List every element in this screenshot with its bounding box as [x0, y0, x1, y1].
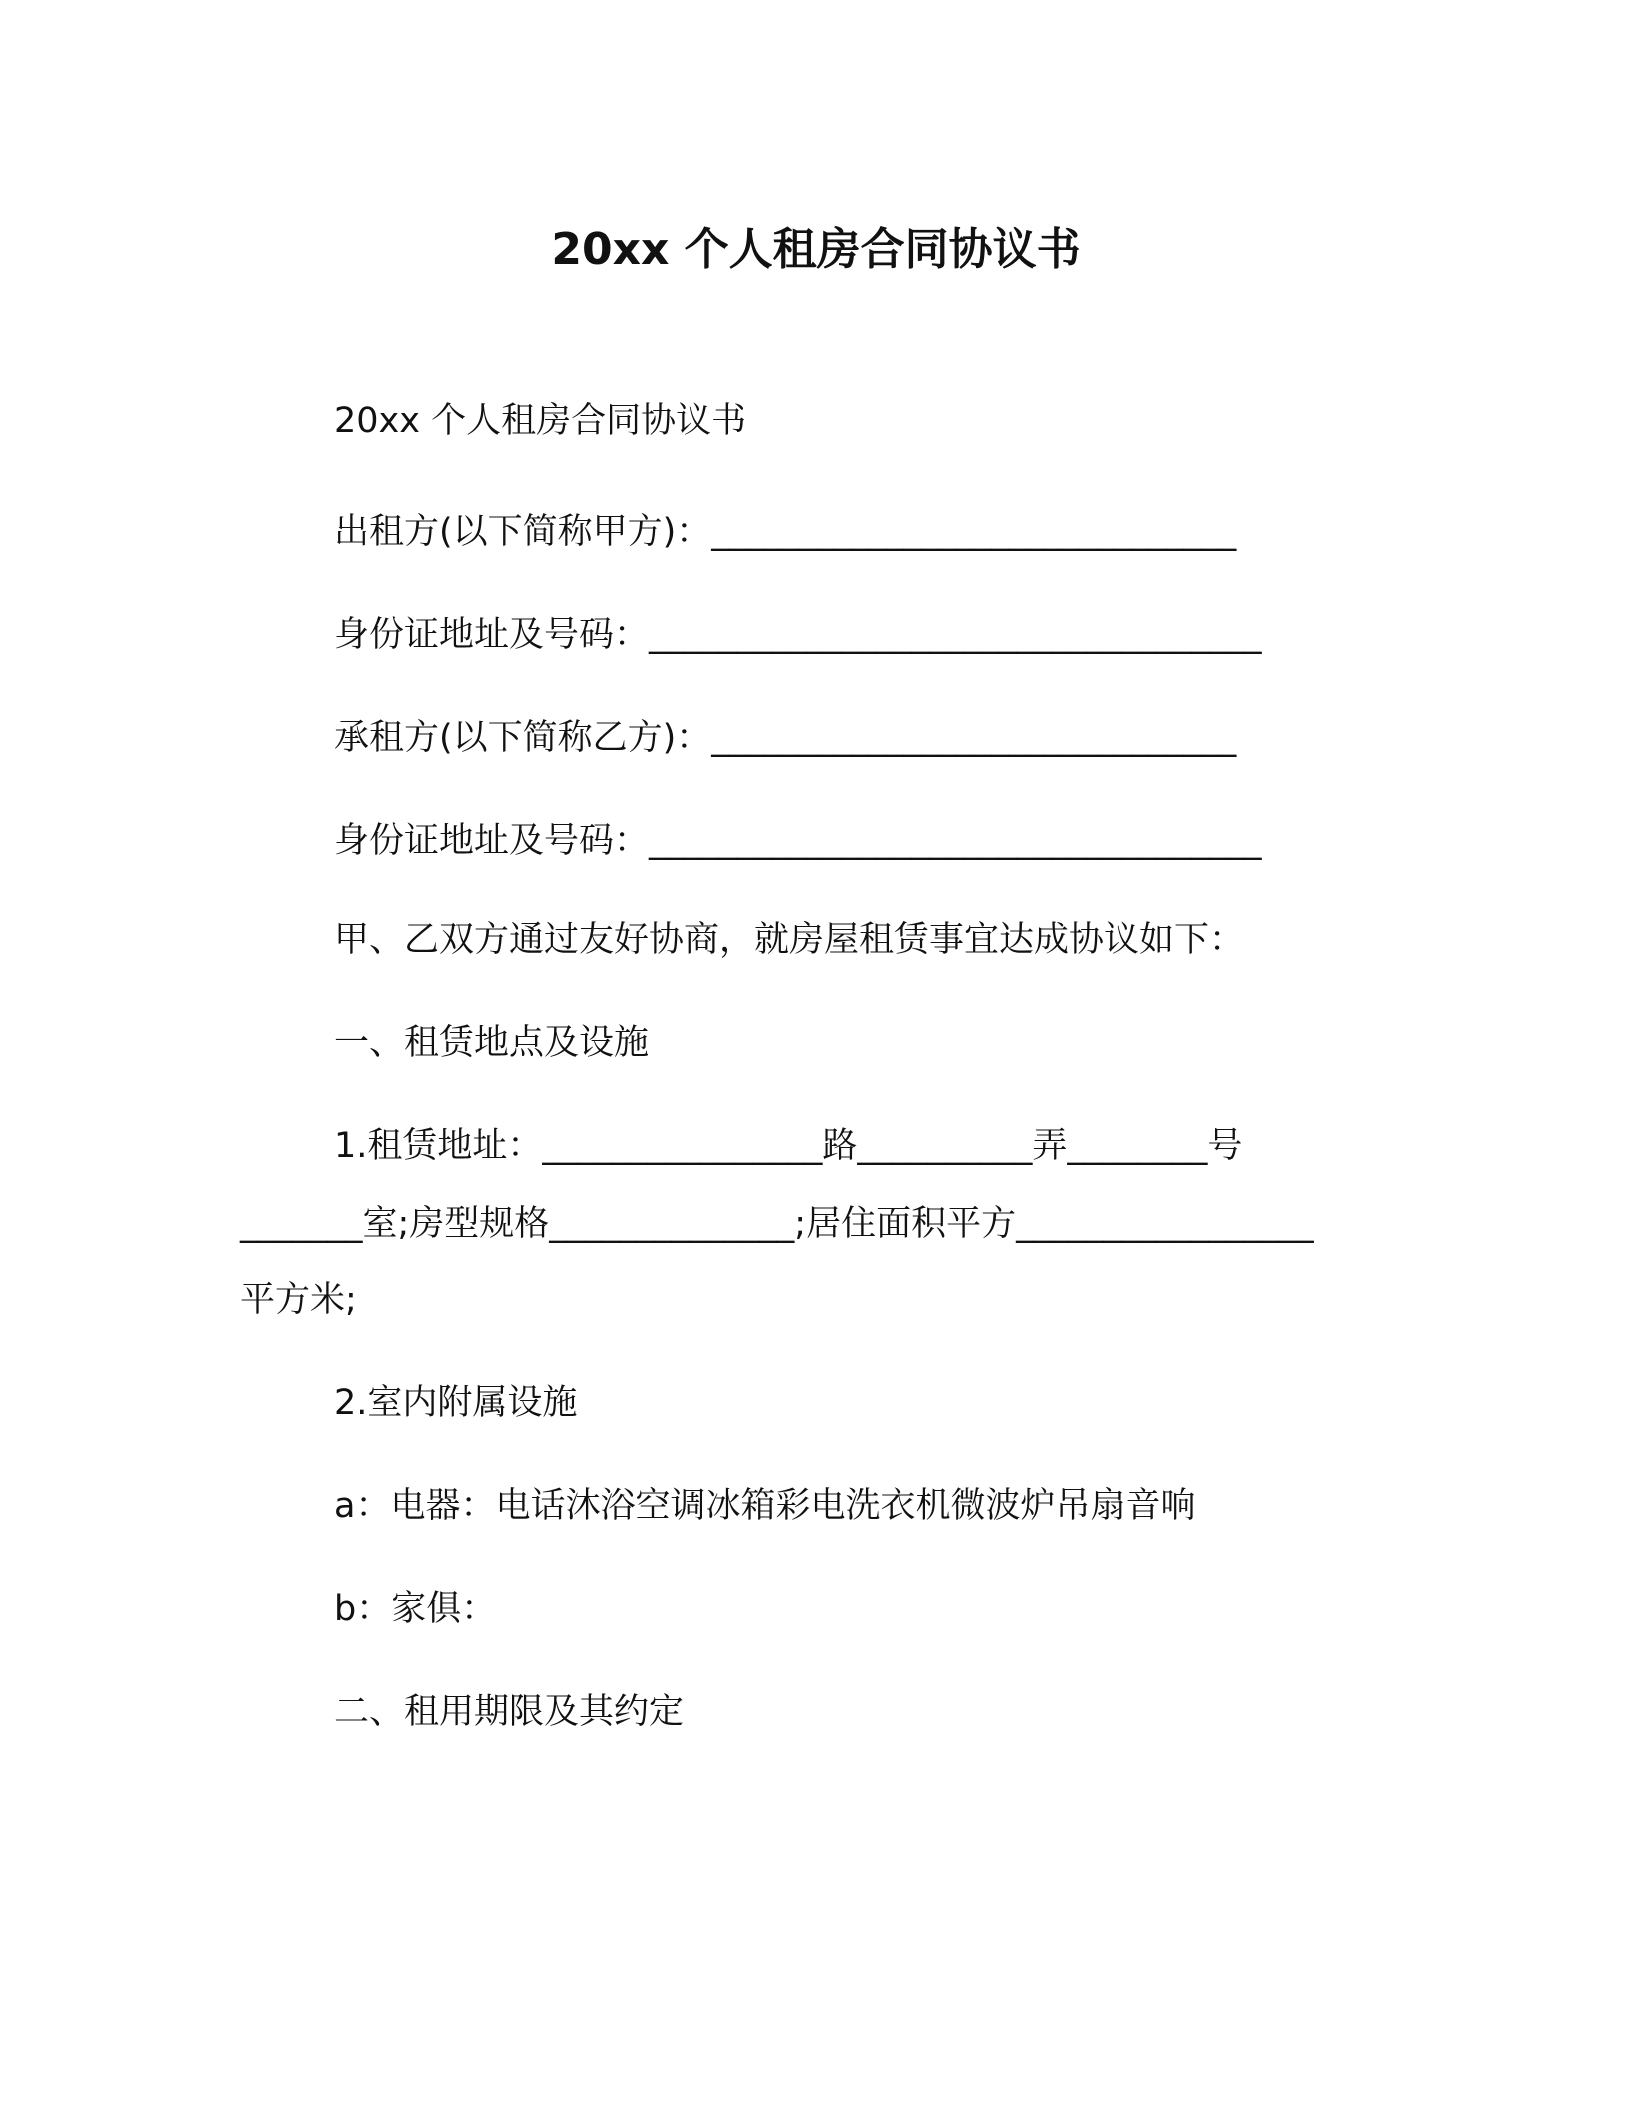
section-heading-1: 一、租赁地点及设施	[334, 1023, 650, 1063]
subtitle-paragraph: 20xx 个人租房合同协议书	[334, 401, 747, 441]
rental-address-line: 1.租赁地址：________________路__________弄________号	[334, 1126, 1243, 1166]
agreement-intro: 甲、乙双方通过友好协商，就房屋租赁事宜达成协议如下：	[334, 920, 1245, 960]
lessor-field: 出租方(以下简称甲方)：______________________________	[334, 512, 1237, 552]
furniture-line: b：家俱：	[334, 1589, 497, 1629]
lessee-field: 承租方(以下简称乙方)：______________________________	[334, 718, 1237, 758]
rental-area-unit-line: 平方米;	[240, 1280, 357, 1320]
lessor-id-field: 身份证地址及号码：___________________________________	[334, 615, 1262, 655]
facilities-heading: 2.室内附属设施	[334, 1383, 578, 1423]
rental-room-line: _______室;房型规格______________;居住面积平方_________________	[240, 1204, 1314, 1244]
document-title: 20xx 个人租房合同协议书	[551, 224, 1081, 275]
lessee-id-field: 身份证地址及号码：___________________________________	[334, 821, 1262, 861]
appliances-line: a：电器：电话沐浴空调冰箱彩电洗衣机微波炉吊扇音响	[334, 1486, 1196, 1526]
section-heading-2: 二、租用期限及其约定	[334, 1692, 685, 1732]
